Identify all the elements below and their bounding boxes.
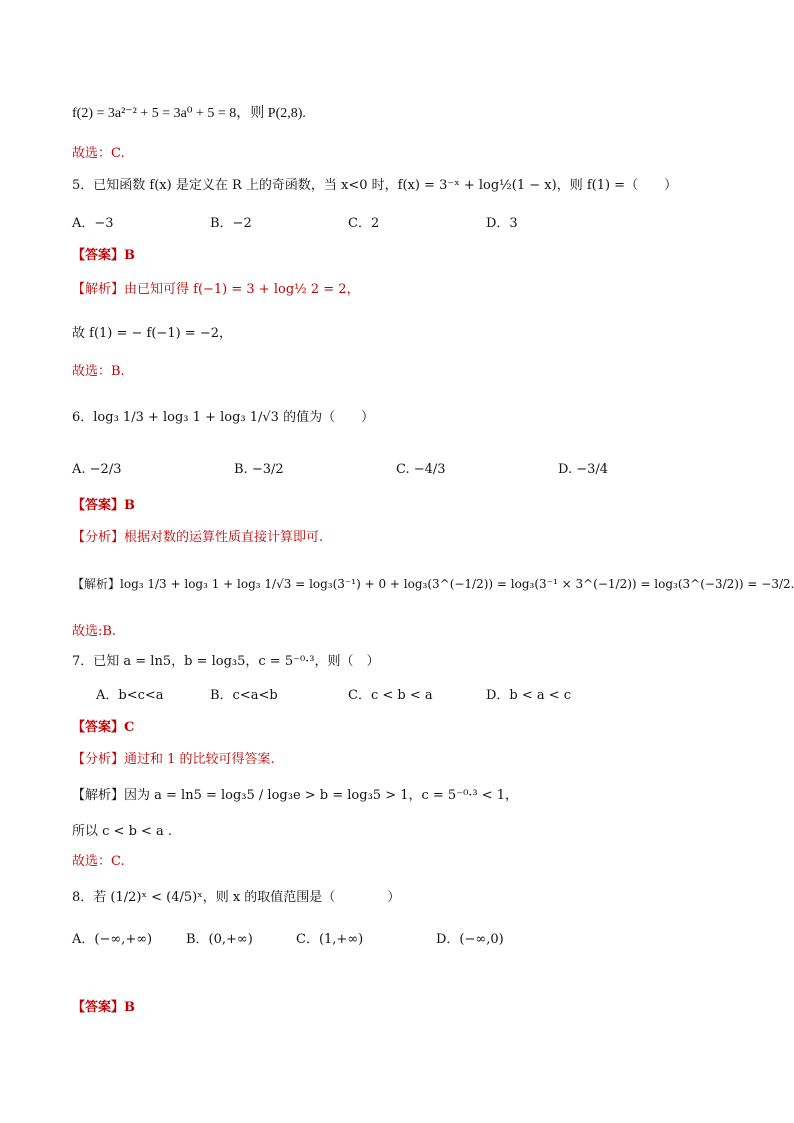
q7-option-b: B．c<a<b bbox=[210, 688, 278, 703]
q6-option-b: B. −3/2 bbox=[234, 462, 284, 477]
q5-answer: 【答案】B bbox=[72, 248, 135, 263]
q6-option-c: C. −4/3 bbox=[396, 462, 446, 477]
q7-option-d: D．b < a < c bbox=[486, 688, 572, 703]
q8-option-b: B．(0,+∞) bbox=[186, 932, 253, 947]
question-6: 6．log₃ 1/3 + log₃ 1 + log₃ 1/√3 的值为（ ） bbox=[72, 410, 375, 425]
q7-explanation: 【解析】因为 a = ln5 = log₃5 / log₃e > b = log₃5 > 1，c = 5⁻⁰·³ < 1， bbox=[72, 788, 519, 803]
q4-choose-line: 故选：C. bbox=[72, 146, 125, 161]
q7-analysis: 【分析】通过和 1 的比较可得答案. bbox=[72, 752, 275, 767]
question-7: 7．已知 a = ln5，b = log₃5，c = 5⁻⁰·³，则（ ） bbox=[72, 654, 380, 669]
q6-option-a: A. −2/3 bbox=[72, 462, 122, 477]
q8-answer: 【答案】B bbox=[72, 1000, 135, 1015]
q5-choose-line: 故选：B. bbox=[72, 364, 125, 379]
q7-option-c: C．c < b < a bbox=[348, 688, 433, 703]
question-8: 8．若 (1/2)ˣ < (4/5)ˣ，则 x 的取值范围是（ ） bbox=[72, 890, 401, 905]
q7-answer: 【答案】C bbox=[72, 720, 135, 735]
continuation-line-f2: f(2) = 3a²⁻² + 5 = 3a⁰ + 5 = 8，则 P(2,8). bbox=[72, 106, 306, 121]
question-5: 5．已知函数 f(x) 是定义在 R 上的奇函数，当 x<0 时，f(x) = 3⁻ˣ + log½(1 − x)，则 f(1) =（ ） bbox=[72, 178, 678, 193]
q6-option-d: D. −3/4 bbox=[558, 462, 609, 477]
q7-explanation-2: 所以 c < b < a . bbox=[72, 824, 173, 839]
q6-choose-line: 故选:B. bbox=[72, 624, 117, 639]
q8-option-d: D．(−∞,0) bbox=[436, 932, 504, 947]
q5-explanation: 【解析】由已知可得 f(−1) = 3 + log½ 2 = 2， bbox=[72, 282, 360, 297]
q5-explanation-2: 故 f(1) = − f(−1) = −2， bbox=[72, 326, 232, 341]
q5-option-a: A．−3 bbox=[72, 216, 114, 231]
q8-option-a: A．(−∞,+∞) bbox=[72, 932, 153, 947]
q6-answer: 【答案】B bbox=[72, 498, 135, 513]
q7-choose-line: 故选：C. bbox=[72, 854, 125, 869]
q5-option-c: C．2 bbox=[348, 216, 380, 231]
q7-option-a: A．b<c<a bbox=[96, 688, 164, 703]
q5-option-b: B．−2 bbox=[210, 216, 252, 231]
q8-option-c: C．(1,+∞) bbox=[296, 932, 364, 947]
q5-option-d: D．3 bbox=[486, 216, 518, 231]
q6-analysis: 【分析】根据对数的运算性质直接计算即可. bbox=[72, 530, 324, 545]
q6-explanation: 【解析】log₃ 1/3 + log₃ 1 + log₃ 1/√3 = log₃(3⁻¹) + 0 + log₃(3^(−1/2)) = log₃(3⁻¹ × 3^(−1/2)) = log₃(3^(−3/2)) = −3/2. bbox=[72, 577, 794, 591]
